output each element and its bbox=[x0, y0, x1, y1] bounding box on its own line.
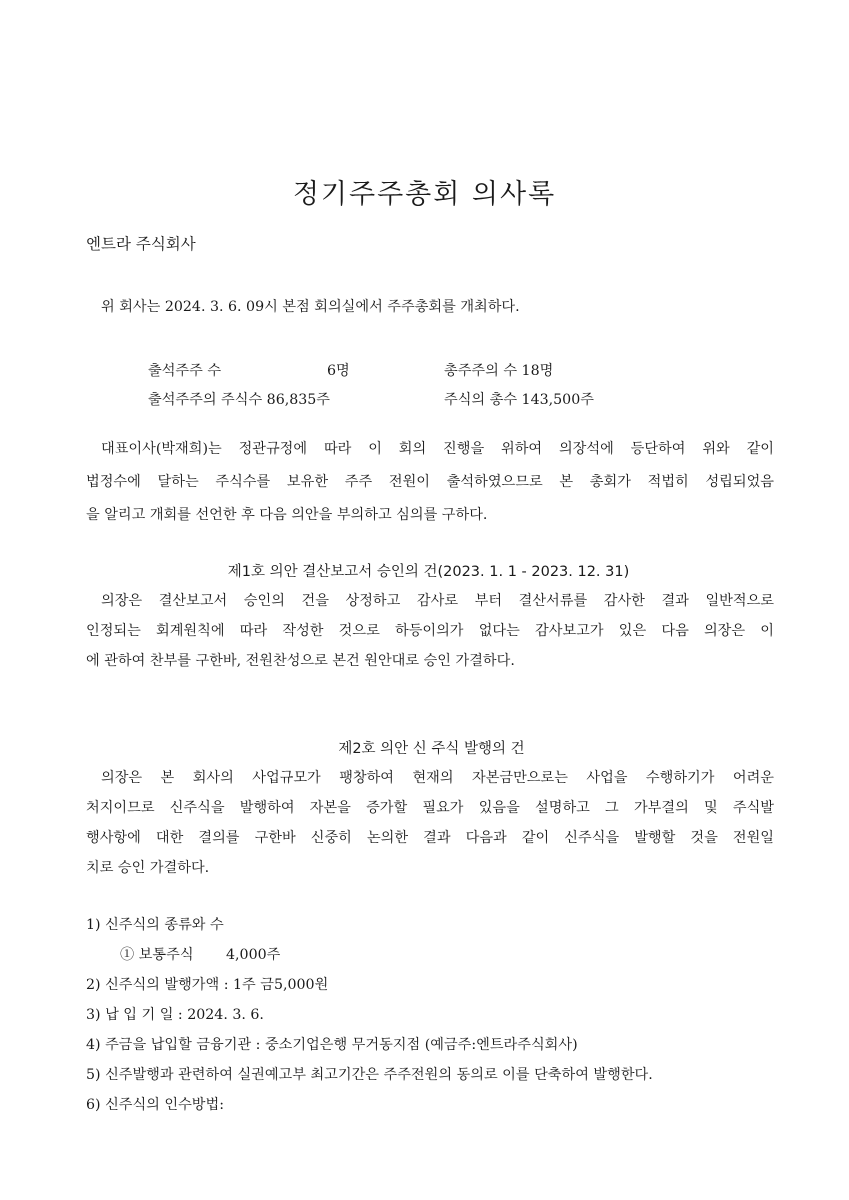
attending-shares: 출석주주의 주식수 86,835주 bbox=[148, 392, 331, 408]
agenda-1-line-3: 에 관하여 찬부를 구한바, 전원찬성으로 본건 원안대로 승인 가결하다. bbox=[86, 653, 515, 669]
list-item-1-sub-label: ① 보통주식 bbox=[120, 947, 194, 963]
document-title: 정기주주총회 의사록 bbox=[292, 179, 557, 210]
agenda-2-line-3: 행사항에 대한 결의를 구한바 신중히 논의한 결과 다음과 같이 신주식을 발행할 것을 전원일 bbox=[86, 830, 774, 846]
list-item-5: 5) 신주발행과 관련하여 실권예고부 최고기간은 주주전원의 동의로 이를 단축하여 발행한다. bbox=[86, 1067, 653, 1083]
total-shares: 주식의 총수 143,500주 bbox=[444, 392, 594, 408]
list-item-1: 1) 신주식의 종류와 수 bbox=[86, 917, 224, 933]
intro-line-3: 을 알리고 개회를 선언한 후 다음 의안을 부의하고 심의를 구하다. bbox=[86, 507, 488, 523]
opening-statement: 위 회사는 2024. 3. 6. 09시 본점 회의실에서 주주총회를 개최하다. bbox=[101, 299, 520, 315]
agenda-2-line-1: 의장은 본 회사의 사업규모가 팽창하여 현재의 자본금만으로는 사업을 수행하기가 어려운 bbox=[101, 770, 774, 786]
attending-shareholders-value: 6명 bbox=[327, 363, 350, 379]
agenda-2-line-2: 처지이므로 신주식을 발행하여 자본을 증가할 필요가 있음을 설명하고 그 가부결의 및 주식발 bbox=[86, 800, 774, 816]
total-shareholders: 총주주의 수 18명 bbox=[444, 363, 554, 379]
agenda-1-line-2: 인정되는 회계원칙에 따라 작성한 것으로 하등이의가 없다는 감사보고가 있은 다음 의장은 이 bbox=[86, 623, 774, 639]
intro-line-2: 법정수에 달하는 주식수를 보유한 주주 전원이 출석하였으므로 본 총회가 적법히 성립되었음 bbox=[86, 474, 774, 490]
list-item-4: 4) 주금을 납입할 금융기관 : 중소기업은행 무거동지점 (예금주:엔트라주식회사) bbox=[86, 1037, 578, 1053]
list-item-3: 3) 납 입 기 일 : 2024. 3. 6. bbox=[86, 1007, 264, 1023]
agenda-1-line-1: 의장은 결산보고서 승인의 건을 상정하고 감사로 부터 결산서류를 감사한 결과 일반적으로 bbox=[101, 593, 774, 609]
company-name: 엔트라 주식회사 bbox=[86, 235, 196, 253]
list-item-6: 6) 신주식의 인수방법: bbox=[86, 1097, 225, 1113]
agenda-2-line-4: 치로 승인 가결하다. bbox=[86, 860, 210, 876]
intro-line-1: 대표이사(박재희)는 정관규정에 따라 이 회의 진행을 위하여 의장석에 등단하여 위와 같이 bbox=[101, 441, 774, 457]
agenda-1-heading: 제1호 의안 결산보고서 승인의 건(2023. 1. 1 - 2023. 12. 31) bbox=[227, 564, 630, 580]
attending-shareholders-label: 출석주주 수 bbox=[148, 363, 222, 379]
list-item-2: 2) 신주식의 발행가액 : 1주 금5,000원 bbox=[86, 977, 329, 993]
agenda-2-heading: 제2호 의안 신 주식 발행의 건 bbox=[338, 741, 525, 757]
list-item-1-sub-value: 4,000주 bbox=[226, 947, 281, 963]
